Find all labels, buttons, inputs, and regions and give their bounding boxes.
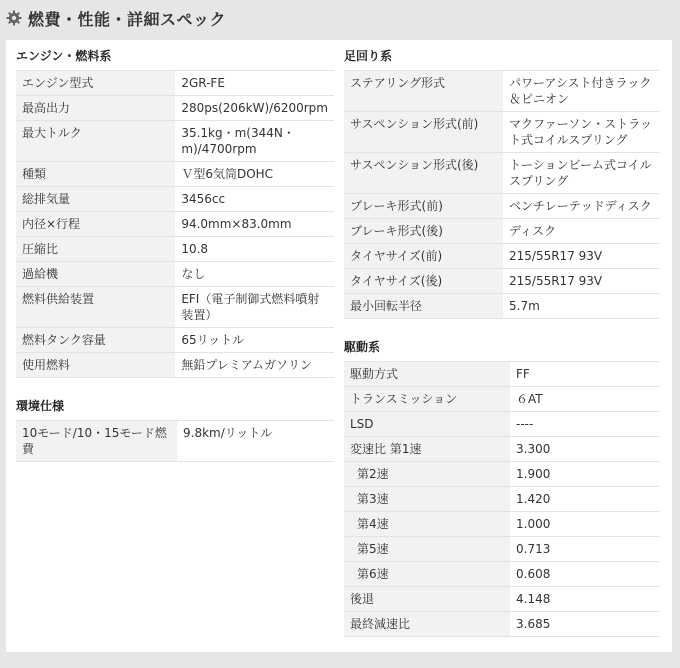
spec-label: ブレーキ形式(前) xyxy=(344,194,503,219)
spec-label: 使用燃料 xyxy=(16,353,175,378)
spec-value: ベンチレーテッドディスク xyxy=(503,194,660,219)
spec-value: マクファーソン・ストラット式コイルスプリング xyxy=(503,112,660,153)
spec-row xyxy=(16,96,334,121)
spec-row xyxy=(344,587,660,612)
spec-value: 94.0mm×83.0mm xyxy=(175,212,334,237)
spec-value: 10.8 xyxy=(175,237,334,262)
spec-row xyxy=(344,244,660,269)
spec-label: 第2速 xyxy=(344,462,510,487)
spec-row xyxy=(344,194,660,219)
spec-row xyxy=(344,387,660,412)
spec-label: サスペンション形式(後) xyxy=(344,153,503,194)
spec-value: 215/55R17 93V xyxy=(503,244,660,269)
spec-row xyxy=(16,187,334,212)
spec-row xyxy=(344,537,660,562)
spec-label: 過給機 xyxy=(16,262,175,287)
spec-value: FF xyxy=(510,362,660,387)
spec-value: 4.148 xyxy=(510,587,660,612)
spec-label: 圧縮比 xyxy=(16,237,175,262)
spec-row xyxy=(344,153,660,194)
right-column xyxy=(344,40,660,637)
spec-panel xyxy=(6,40,672,652)
section-title-engine: エンジン・燃料系 xyxy=(16,49,112,63)
spec-value: Ｖ型6気筒DOHC xyxy=(175,162,334,187)
spec-row xyxy=(16,328,334,353)
left-column xyxy=(16,40,334,462)
spec-value: 215/55R17 93V xyxy=(503,269,660,294)
spec-label: ブレーキ形式(後) xyxy=(344,219,503,244)
spec-row xyxy=(344,362,660,387)
spec-label: 駆動方式 xyxy=(344,362,510,387)
spec-value: ６AT xyxy=(510,387,660,412)
spec-row xyxy=(16,162,334,187)
spec-row xyxy=(344,412,660,437)
spec-label: ステアリング形式 xyxy=(344,71,503,112)
spec-row xyxy=(344,612,660,637)
spec-label: 第5速 xyxy=(344,537,510,562)
spec-value: 0.608 xyxy=(510,562,660,587)
spec-value: ---- xyxy=(510,412,660,437)
spec-label: 最高出力 xyxy=(16,96,175,121)
spec-label: 変速比 第1速 xyxy=(344,437,510,462)
spec-label: 最大トルク xyxy=(16,121,175,162)
spec-label: エンジン型式 xyxy=(16,71,175,96)
spec-label: 最小回転半径 xyxy=(344,294,503,319)
spec-value: 65リットル xyxy=(175,328,334,353)
spec-value: 無鉛プレミアムガソリン xyxy=(175,353,334,378)
engine-spec-table xyxy=(16,70,334,378)
spec-row xyxy=(16,287,334,328)
spec-value: 0.713 xyxy=(510,537,660,562)
spec-value: トーションビーム式コイルスプリング xyxy=(503,153,660,194)
spec-value: パワーアシスト付きラック＆ピニオン xyxy=(503,71,660,112)
spec-value: 35.1kg・m(344N・m)/4700rpm xyxy=(175,121,334,162)
spec-label: 最終減速比 xyxy=(344,612,510,637)
spec-label: タイヤサイズ(前) xyxy=(344,244,503,269)
section-title-suspension: 足回り系 xyxy=(344,49,393,63)
spec-row xyxy=(344,487,660,512)
spec-row xyxy=(16,353,334,378)
spec-value: 3.300 xyxy=(510,437,660,462)
spec-row xyxy=(16,121,334,162)
spec-row xyxy=(344,462,660,487)
environment-spec-table xyxy=(16,420,334,462)
spec-label: 燃料タンク容量 xyxy=(16,328,175,353)
spec-label: 第3速 xyxy=(344,487,510,512)
spec-value: 3456cc xyxy=(175,187,334,212)
spec-row xyxy=(344,269,660,294)
spec-row xyxy=(344,219,660,244)
section-title-drive: 駆動系 xyxy=(344,340,381,354)
spec-value: 5.7m xyxy=(503,294,660,319)
page-header xyxy=(0,0,680,36)
spec-row xyxy=(16,71,334,96)
gear-icon xyxy=(6,10,22,26)
spec-label: 後退 xyxy=(344,587,510,612)
spec-value: 280ps(206kW)/6200rpm xyxy=(175,96,334,121)
spec-label: トランスミッション xyxy=(344,387,510,412)
spec-label: 内径×行程 xyxy=(16,212,175,237)
spec-label: サスペンション形式(前) xyxy=(344,112,503,153)
spec-value: なし xyxy=(175,262,334,287)
page-title: 燃費・性能・詳細スペック xyxy=(28,9,227,29)
spec-label: 10モード/10・15モード燃費 xyxy=(16,421,177,462)
spec-label: 総排気量 xyxy=(16,187,175,212)
drive-spec-table xyxy=(344,361,660,637)
spec-row xyxy=(344,112,660,153)
spec-label: 種類 xyxy=(16,162,175,187)
spec-label: 第4速 xyxy=(344,512,510,537)
section-title-environment: 環境仕様 xyxy=(16,399,65,413)
spec-row xyxy=(344,294,660,319)
spec-row xyxy=(16,262,334,287)
spec-value: ディスク xyxy=(503,219,660,244)
spec-value: 3.685 xyxy=(510,612,660,637)
spec-value: 9.8km/リットル xyxy=(177,421,334,462)
spec-value: 2GR-FE xyxy=(175,71,334,96)
spec-row xyxy=(344,562,660,587)
spec-row xyxy=(16,237,334,262)
spec-row xyxy=(16,421,334,462)
spec-label: タイヤサイズ(後) xyxy=(344,269,503,294)
suspension-spec-table xyxy=(344,70,660,319)
spec-label: 燃料供給装置 xyxy=(16,287,175,328)
spec-value: 1.900 xyxy=(510,462,660,487)
spec-value: 1.000 xyxy=(510,512,660,537)
spec-row xyxy=(344,71,660,112)
spec-label: 第6速 xyxy=(344,562,510,587)
spec-value: EFI（電子制御式燃料噴射装置） xyxy=(175,287,334,328)
spec-value: 1.420 xyxy=(510,487,660,512)
spec-row xyxy=(344,437,660,462)
spec-label: LSD xyxy=(344,412,510,437)
spec-row xyxy=(344,512,660,537)
spec-row xyxy=(16,212,334,237)
